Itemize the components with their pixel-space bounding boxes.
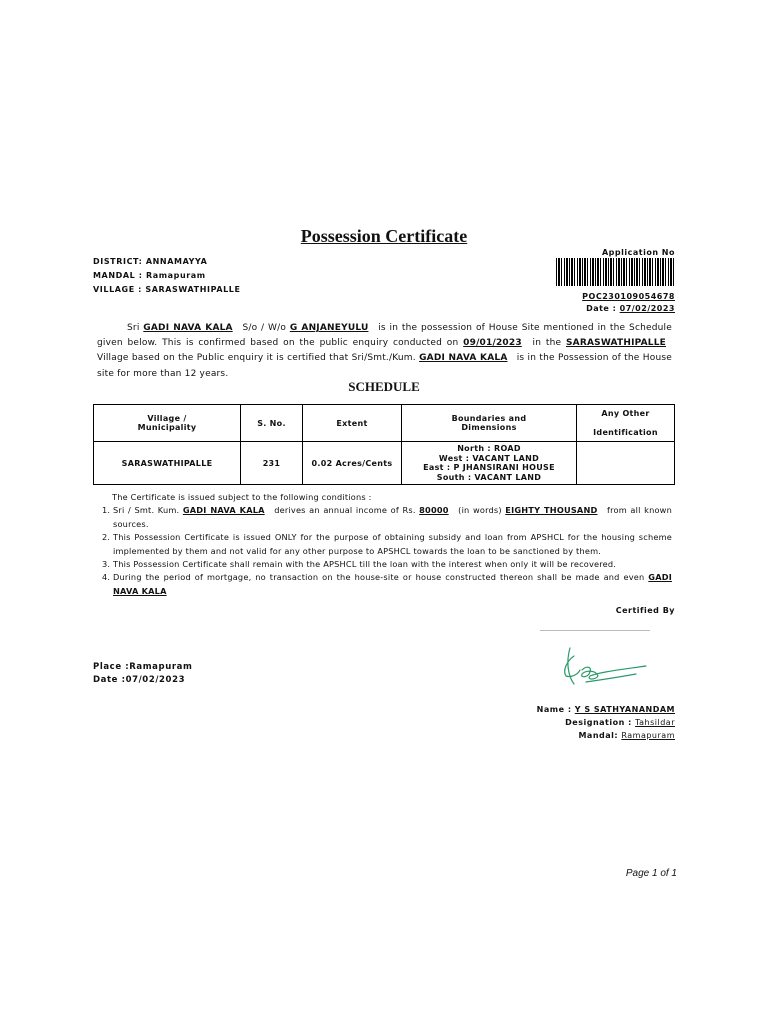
barcode bbox=[556, 258, 675, 286]
condition-text: (in words) bbox=[454, 505, 506, 516]
cell-extent: 0.02 Acres/Cents bbox=[303, 442, 402, 485]
header-other-line1: Any Other bbox=[601, 409, 650, 418]
name-label: Name : bbox=[536, 705, 575, 714]
header-village bbox=[94, 405, 241, 442]
designation-label: Designation : bbox=[565, 718, 636, 727]
income-words: EIGHTY THOUSAND bbox=[505, 505, 598, 516]
boundary-east: East : P JHANSIRANI HOUSE bbox=[423, 463, 555, 472]
condition-name: GADI NAVA KALA bbox=[113, 572, 672, 596]
place: Place :Ramapuram bbox=[93, 662, 193, 672]
header-sno: S. No. bbox=[241, 405, 303, 442]
place-date: Date :07/02/2023 bbox=[93, 675, 186, 685]
para-text: in the bbox=[527, 338, 566, 349]
condition-text: derives an annual income of Rs. bbox=[270, 505, 420, 516]
date-label: Date : bbox=[586, 304, 620, 313]
condition-3: 3. This Possession Certificate shall remain with the APSHCL till the loan with the interest when only it will be recovered. bbox=[113, 558, 672, 571]
village-name: SARASWATHIPALLE bbox=[566, 338, 666, 349]
header-boundaries bbox=[402, 405, 577, 442]
village: VILLAGE : SARASWATHIPALLE bbox=[93, 285, 241, 294]
cell-boundaries bbox=[402, 442, 577, 485]
signatory-designation bbox=[565, 718, 675, 727]
certificate-title: Possession Certificate bbox=[300, 226, 468, 246]
condition-text: During the period of mortgage, no transaction on the house-site or house constructed thereon shall be made and even bbox=[113, 572, 649, 583]
district: DISTRICT: ANNAMAYYA bbox=[93, 257, 208, 266]
father-name: G ANJANEYULU bbox=[289, 323, 369, 333]
condition-2: 2. This Possession Certificate is issued ONLY for the purpose of obtaining subsidy and loan from APSHCL for the housing scheme implemented by them and not valid for any other purpose to APSHCL towards the loan to be sanctioned by them. bbox=[113, 531, 672, 558]
header-boundaries-line1: Boundaries and bbox=[451, 414, 527, 423]
schedule-table bbox=[93, 404, 675, 485]
conditions-list bbox=[97, 504, 672, 598]
condition-text: from all known sources. bbox=[113, 505, 672, 529]
header-other bbox=[577, 405, 675, 442]
condition-1 bbox=[113, 504, 672, 531]
para-text: S/o / W/o bbox=[238, 323, 290, 333]
para-text: Village based on the Public enquiry it is certified that Sri/Smt./Kum. bbox=[97, 353, 420, 364]
para-text: Sri bbox=[127, 323, 144, 333]
enquiry-date: 09/01/2023 bbox=[463, 338, 522, 349]
holder-name: GADI NAVA KALA bbox=[143, 323, 233, 333]
name-value: Y S SATHYANANDAM bbox=[574, 705, 675, 714]
mandal-value: Ramapuram bbox=[621, 731, 675, 740]
certification-paragraph bbox=[97, 321, 672, 382]
header-extent: Extent bbox=[303, 405, 402, 442]
condition-name: GADI NAVA KALA bbox=[182, 505, 265, 516]
application-no-label: Application No bbox=[601, 248, 675, 257]
schedule-heading: SCHEDULE bbox=[348, 379, 420, 394]
designation-value: Tahsildar bbox=[635, 718, 675, 727]
mandal: MANDAL : Ramapuram bbox=[93, 271, 206, 280]
para-text: is in the Possession of the House site for more than 12 years. bbox=[97, 353, 672, 379]
cell-sno: 231 bbox=[241, 442, 303, 485]
boundary-west: West : VACANT LAND bbox=[438, 453, 540, 463]
page-number: Page 1 of 1 bbox=[625, 868, 677, 879]
header-boundaries-line2: Dimensions bbox=[461, 423, 517, 432]
cell-other bbox=[577, 442, 675, 485]
para-text: is in the possession of House Site mentioned in the Schedule given below. This is confirmed based on the public enquiry conducted on bbox=[97, 323, 672, 349]
boundary-south: South : VACANT LAND bbox=[436, 472, 542, 482]
header-other-line2: Identification bbox=[593, 428, 658, 437]
boundary-north: North : ROAD bbox=[457, 444, 521, 453]
cell-village: SARASWATHIPALLE bbox=[94, 442, 241, 485]
poc-number: POC230109054678 bbox=[582, 292, 675, 301]
table-header-row bbox=[94, 405, 675, 442]
condition-text: Sri / Smt. Kum. bbox=[113, 505, 183, 516]
signature-line bbox=[540, 630, 650, 631]
signatory-mandal bbox=[578, 731, 675, 740]
conditions bbox=[97, 491, 672, 598]
header-village-line1: Village / bbox=[147, 414, 187, 423]
table-row bbox=[94, 442, 675, 485]
conditions-intro: The Certificate is issued subject to the following conditions : bbox=[112, 492, 372, 502]
certified-by: Certified By bbox=[615, 606, 675, 615]
date-value: 07/02/2023 bbox=[619, 304, 675, 313]
income-amount: 80000 bbox=[419, 505, 449, 516]
signatory-name bbox=[537, 705, 675, 714]
holder-name: GADI NAVA KALA bbox=[419, 353, 508, 364]
mandal-label: Mandal: bbox=[578, 731, 622, 740]
header-village-line2: Municipality bbox=[137, 423, 197, 432]
condition-4 bbox=[113, 571, 672, 598]
signature-image bbox=[556, 640, 656, 698]
certificate-date bbox=[586, 304, 675, 313]
